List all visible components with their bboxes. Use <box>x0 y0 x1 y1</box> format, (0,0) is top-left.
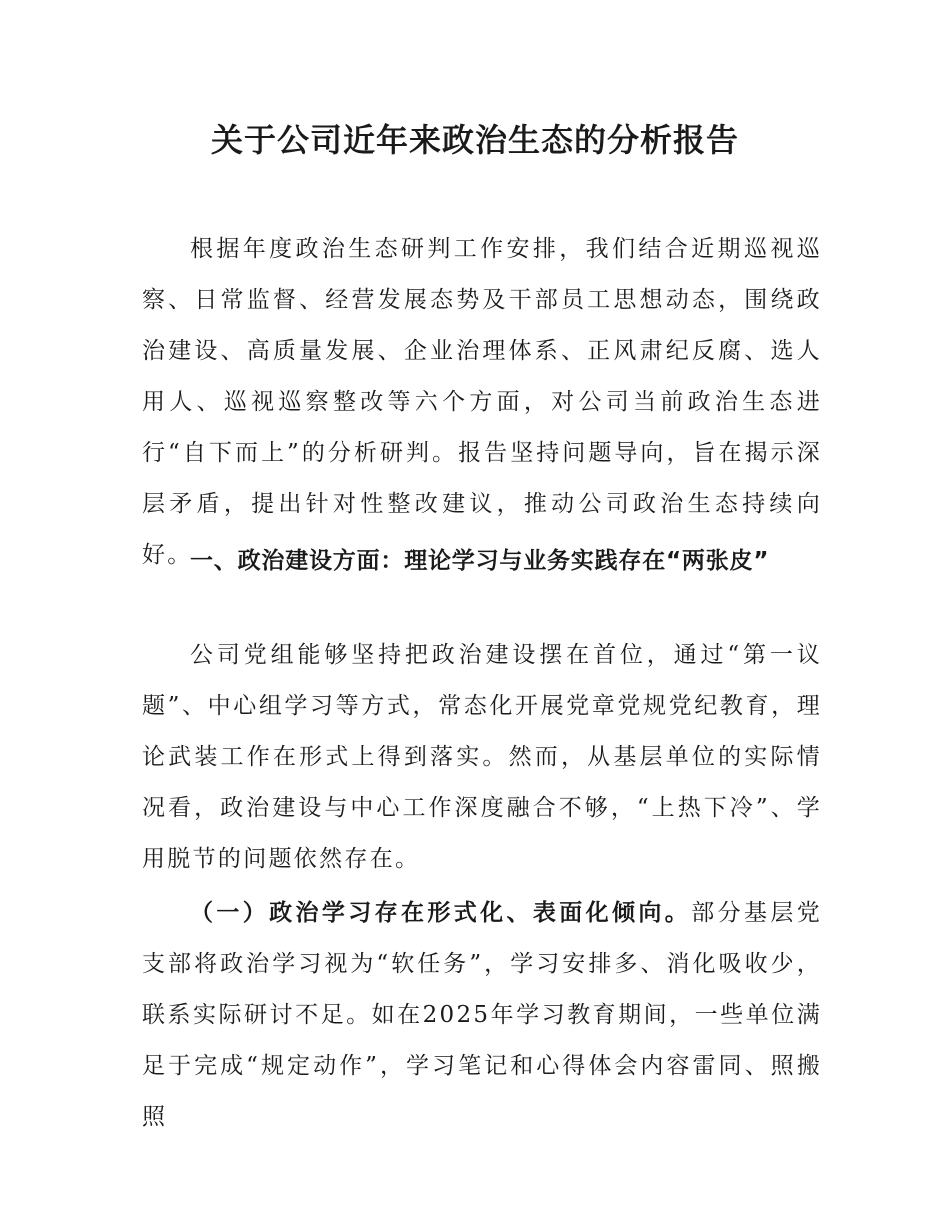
section-heading-1: 一、政治建设方面：理论学习与业务实践存在“两张皮” <box>190 548 770 574</box>
intro-paragraph: 根据年度政治生态研判工作安排，我们结合近期巡视巡察、日常监督、经营发展态势及干部员工思想动态，围绕政治建设、高质量发展、企业治理体系、正风肃纪反腐、选人用人、巡视巡察整改等六个方面，对公司当前政治生态进行“自下而上”的分析研判。报告坚持问题导向，旨在揭示深层矛盾，提出针对性整改建议，推动公司政治生态持续向好。 <box>142 236 822 568</box>
section-1-paragraph: 公司党组能够坚持把政治建设摆在首位，通过“第一议题”、中心组学习等方式，常态化开展党章党规党纪教育，理论武装工作在形式上得到落实。然而，从基层单位的实际情况看，政治建设与中心工作深度融合不够，“上热下冷”、学用脱节的问题依然存在。 <box>142 642 822 872</box>
subsection-1-paragraph <box>142 888 822 1143</box>
subsection-1-text: 部分基层党支部将政治学习视为“软任务”，学习安排多、消化吸收少，联系实际研讨不足。如在2025年学习教育期间，一些单位满足于完成“规定动作”，学习笔记和心得体会内容雷同、照搬照 <box>142 900 822 1130</box>
subsection-1-lead: （一）政治学习存在形式化、表面化倾向。 <box>190 900 692 926</box>
document-title: 关于公司近年来政治生态的分析报告 <box>210 121 739 159</box>
